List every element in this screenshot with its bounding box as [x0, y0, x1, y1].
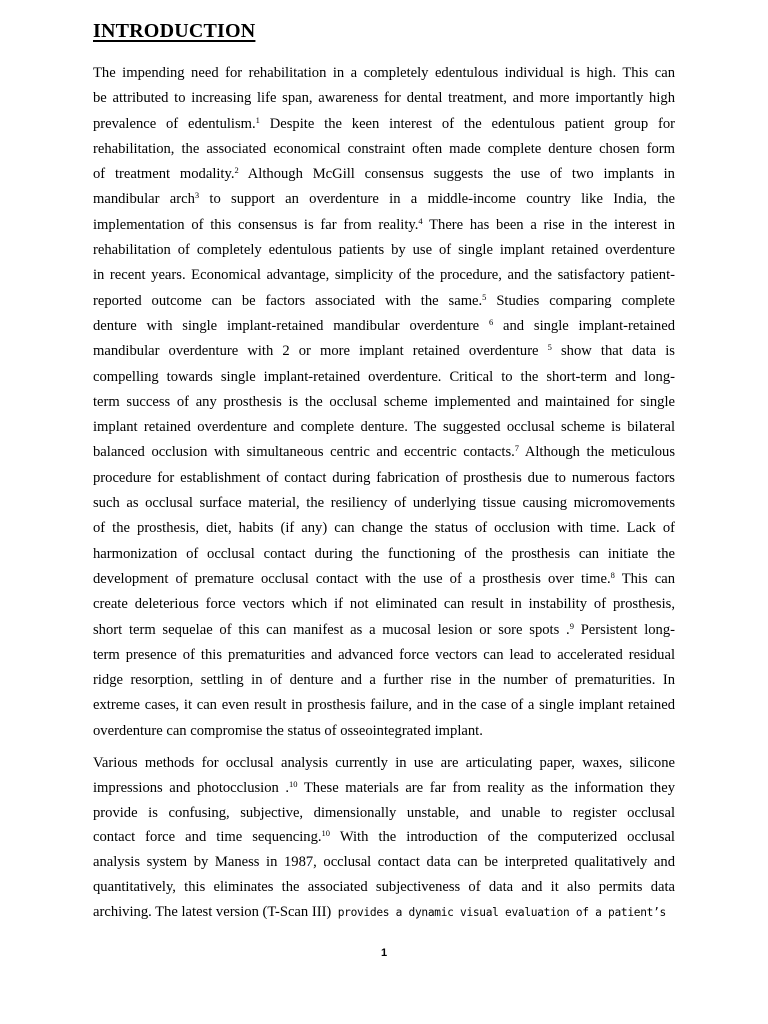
text-line: [93, 643, 675, 668]
line-text: implementation of this consensus is far from reality.: [93, 216, 419, 233]
text-line: [93, 238, 675, 263]
line-text: in recent years. Economical advantage, simplicity of the procedure, and the satisfactory patient-: [93, 267, 675, 284]
line-text: balanced occlusion with simultaneous centric and eccentric contacts.: [93, 444, 515, 461]
text-line: [93, 86, 675, 111]
text-line: [93, 440, 675, 465]
text-line: [93, 339, 675, 364]
line-text: reported outcome can be factors associated with the same.: [93, 292, 483, 309]
line-text: implant retained overdenture and complete denture. The suggested occlusal scheme is bilateral: [93, 419, 675, 436]
text-line: [93, 567, 675, 592]
text-line: [93, 719, 675, 744]
text-line: [93, 112, 675, 137]
line-text: The impending need for rehabilitation in a completely edentulous individual is high. This can: [93, 65, 675, 81]
line-text: analysis system by Maness in 1987, occlusal contact data can be interpreted qualitatively and: [93, 854, 675, 871]
line-text: extreme cases, it can even result in prosthesis failure, and in the case of a single implant retained: [93, 697, 675, 714]
text-line: [93, 491, 675, 516]
text-line: [93, 825, 675, 850]
line-text-continued: These materials are far from reality as the information they: [297, 779, 675, 796]
line-text-continued: Persistent long-: [573, 621, 675, 638]
line-text: mandibular arch: [93, 191, 195, 208]
line-text: impressions and photocclusion .: [93, 779, 290, 796]
line-text: overdenture can compromise the status of osseointegrated implant.: [93, 722, 483, 739]
citation-superscript: 9: [569, 620, 574, 631]
citation-superscript: 5: [547, 342, 552, 353]
line-text-continued: to support an overdenture in a middle-income country like India, the: [199, 191, 675, 208]
page-number: 1: [380, 947, 388, 959]
citation-superscript: 3: [194, 190, 200, 201]
line-text: term presence of this prematurities and advanced force vectors can lead to accelerated residual: [93, 646, 675, 663]
text-line: [93, 516, 675, 541]
line-text: Various methods for occlusal analysis currently in use are articulating paper, waxes, silicone: [93, 755, 675, 771]
line-text: denture with single implant-retained mandibular overdenture: [93, 317, 489, 334]
line-text: provide is confusing, subjective, dimensionally unstable, and unable to register occlusal: [93, 804, 675, 821]
body-paragraph-2: [93, 751, 675, 926]
line-text-continued: With the introduction of the computerized occlusal: [330, 829, 675, 846]
text-line: [93, 314, 675, 339]
section-heading: INTRODUCTION: [93, 20, 256, 42]
line-text-monospace: provides a dynamic visual evaluation of a patient’s: [331, 905, 666, 919]
line-text: short term sequelae of this can manifest as a mucosal lesion or sore spots .: [93, 621, 570, 638]
line-text: mandibular overdenture with 2 or more implant retained overdenture: [93, 343, 548, 360]
line-text: quantitatively, this eliminates the associated subjectiveness of data and it also permits data: [93, 878, 675, 895]
text-line: [93, 693, 675, 718]
citation-superscript: 6: [488, 316, 494, 327]
text-line: [93, 751, 675, 776]
line-text: rehabilitation of completely edentulous patients by use of single implant retained overdenture: [93, 242, 675, 259]
line-text: contact force and time sequencing.: [93, 829, 322, 846]
line-text: be attributed to increasing life span, awareness for dental treatment, and more importantly high: [93, 90, 675, 107]
text-line: [93, 801, 675, 826]
line-text-continued: and single implant-retained: [493, 317, 675, 334]
text-line: [93, 263, 675, 288]
text-line: [93, 592, 675, 617]
text-line: [93, 61, 675, 86]
text-line: [93, 365, 675, 390]
citation-superscript: 7: [514, 443, 520, 454]
line-text: of the prosthesis, diet, habits (if any) can change the status of occlusion with time. Lack of: [93, 520, 675, 537]
citation-superscript: 4: [418, 215, 423, 226]
text-line: [93, 289, 675, 314]
text-line: [93, 875, 675, 900]
citation-superscript: 8: [610, 569, 615, 580]
line-text-continued: Studies comparing complete: [486, 292, 675, 309]
text-line: [93, 542, 675, 567]
text-line: [93, 900, 675, 926]
line-text: development of premature occlusal contact with the use of a prosthesis over time.: [93, 570, 611, 587]
citation-superscript: 10: [289, 778, 298, 789]
text-line: [93, 668, 675, 693]
text-line: [93, 466, 675, 491]
text-line: [93, 213, 675, 238]
line-text-continued: Although McGill consensus suggests the use of two implants in: [238, 166, 675, 183]
line-text-continued: show that data is: [551, 343, 675, 360]
line-text: procedure for establishment of contact during fabrication of prosthesis due to numerous factors: [93, 469, 675, 486]
body-paragraph-1: [93, 61, 675, 744]
line-text: rehabilitation, the associated economical constraint often made complete denture chosen form: [93, 140, 675, 157]
text-line: [93, 162, 675, 187]
line-text: prevalence of edentulism.: [93, 115, 256, 132]
line-text-continued: This can: [614, 570, 675, 587]
text-line: [93, 137, 675, 162]
line-text-continued: There has been a rise in the interest in: [422, 216, 675, 233]
text-line: [93, 187, 675, 212]
citation-superscript: 2: [234, 165, 239, 176]
line-text: term success of any prosthesis is the occlusal scheme implemented and maintained for single: [93, 393, 675, 410]
line-text: of treatment modality.: [93, 166, 235, 183]
text-line: [93, 850, 675, 875]
citation-superscript: 1: [255, 114, 260, 125]
line-text: harmonization of occlusal contact during the functioning of the prosthesis can initiate the: [93, 545, 675, 562]
citation-superscript: 5: [482, 291, 487, 302]
line-text: create deleterious force vectors which if not eliminated can result in instability of prosthesis,: [93, 596, 675, 613]
text-line: [93, 390, 675, 415]
line-text: ridge resorption, settling in of denture and a further rise in the number of prematurities. In: [93, 672, 675, 689]
line-text-continued: Despite the keen interest of the edentulous patient group for: [259, 115, 675, 132]
text-line: [93, 618, 675, 643]
text-line: [93, 776, 675, 801]
line-text: such as occlusal surface material, the resiliency of underlying tissue causing micromovements: [93, 495, 675, 512]
citation-superscript: 10: [321, 828, 331, 839]
line-text: archiving. The latest version (T-Scan III): [93, 903, 332, 920]
line-text: compelling towards single implant-retained overdenture. Critical to the short-term and long-: [93, 368, 675, 385]
text-line: [93, 415, 675, 440]
line-text-continued: Although the meticulous: [519, 444, 675, 461]
